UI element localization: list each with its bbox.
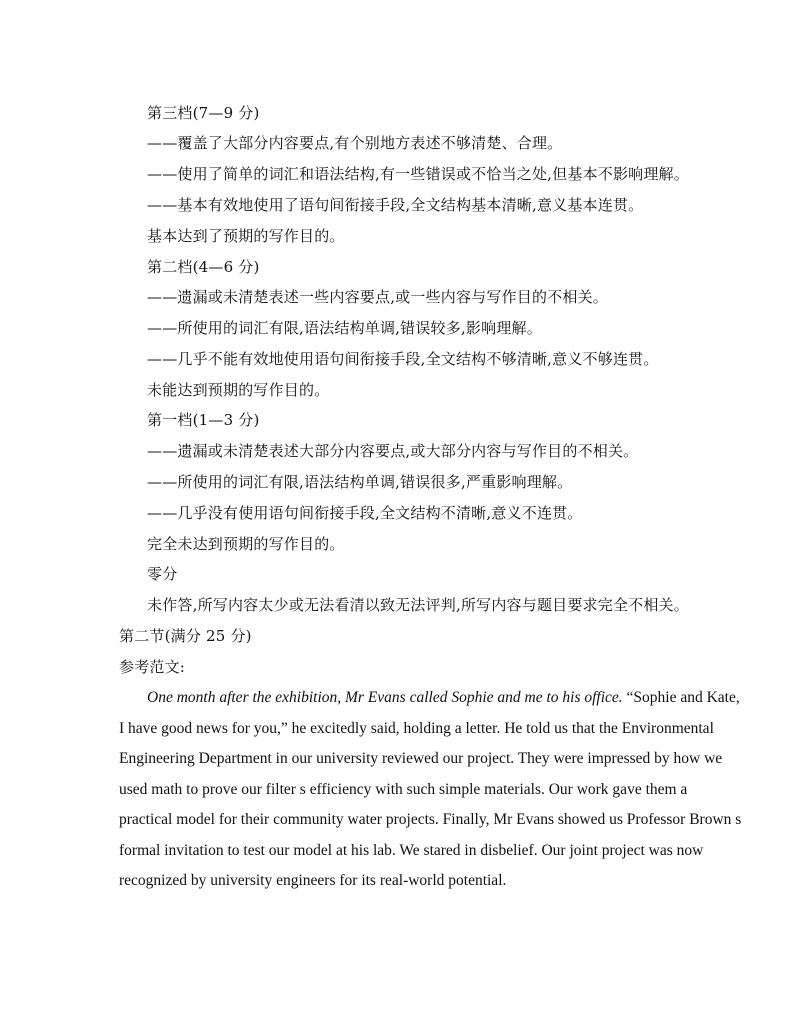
essay-line-3: Engineering Department in our university reviewed our project. They were impressed by how we [119, 750, 723, 767]
grade1-criterion-2: ——所使用的词汇有限,语法结构单调,错误很多,严重影响理解。 [147, 473, 573, 491]
essay-opening-sentence: One month after the exhibition, Mr Evans called Sophie and me to his office. [147, 689, 623, 706]
grade1-heading: 第一档(1—3 分) [147, 411, 260, 429]
grade2-criterion-2: ——所使用的词汇有限,语法结构单调,错误较多,影响理解。 [147, 319, 542, 337]
section2-heading: 第二节(满分 25 分) [119, 627, 252, 645]
grade1-conclusion: 完全未达到预期的写作目的。 [147, 535, 345, 553]
grade1-criterion-1: ——遗漏或未清楚表述大部分内容要点,或大部分内容与写作目的不相关。 [147, 442, 639, 460]
grade3-criterion-1: ——覆盖了大部分内容要点,有个别地方表述不够清楚、合理。 [147, 134, 563, 152]
grade2-heading: 第二档(4—6 分) [147, 258, 260, 276]
essay-line-6: formal invitation to test our model at his lab. We stared in disbelief. Our joint project was now [119, 841, 704, 859]
reference-essay [119, 688, 742, 902]
essay-line-5: practical model for their community water projects. Finally, Mr Evans showed us Professor Brown s [119, 811, 742, 828]
grade3-conclusion: 基本达到了预期的写作目的。 [147, 227, 345, 245]
grade3-criterion-3: ——基本有效地使用了语句间衔接手段,全文结构基本清晰,意义基本连贯。 [147, 196, 644, 214]
essay-line-1-rest: “Sophie and Kate, [622, 689, 740, 706]
grade0-heading: 零分 [147, 565, 178, 583]
essay-line-4: used math to prove our filter s efficiency with such simple materials. Our work gave them a [119, 780, 688, 798]
grade3-criterion-2: ——使用了简单的词汇和语法结构,有一些错误或不恰当之处,但基本不影响理解。 [147, 165, 689, 183]
essay-line-2: I have good news for you,” he excitedly said, holding a letter. He told us that the Environmental [119, 719, 714, 737]
essay-line-7: recognized by university engineers for its real-world potential. [119, 872, 507, 889]
reference-essay-label: 参考范文: [119, 658, 186, 676]
grade2-criterion-1: ——遗漏或未清楚表述一些内容要点,或一些内容与写作目的不相关。 [147, 288, 608, 306]
grade3-heading: 第三档(7—9 分) [147, 104, 260, 122]
grade2-conclusion: 未能达到预期的写作目的。 [147, 381, 330, 399]
essay-line-1 [119, 688, 740, 719]
grade2-criterion-3: ——几乎不能有效地使用语句间衔接手段,全文结构不够清晰,意义不够连贯。 [147, 350, 659, 368]
grade1-criterion-3: ——几乎没有使用语句间衔接手段,全文结构不清晰,意义不连贯。 [147, 504, 583, 522]
grade0-description: 未作答,所写内容太少或无法看清以致无法评判,所写内容与题目要求完全不相关。 [147, 596, 689, 614]
